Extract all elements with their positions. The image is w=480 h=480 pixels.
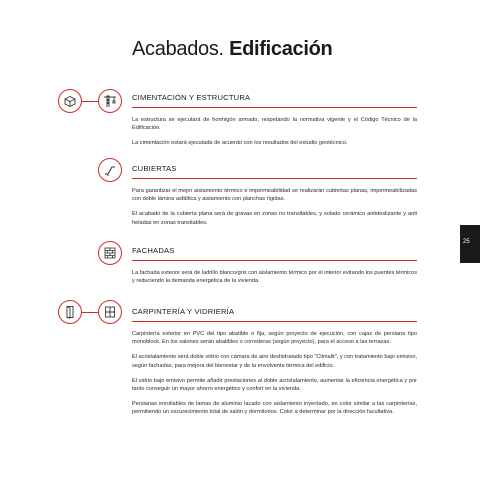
divider [132, 321, 417, 322]
icon-connector [82, 101, 98, 102]
paragraph: Para garantizar el mejor aislamiento térmico e impermeabilidad se realizarán cubiertas planas, impermeabilizadas con doble lámina asfáltica y aislamiento con planchas rígidas. [132, 188, 417, 203]
section-cimentacion [132, 93, 417, 155]
roof-icon [98, 158, 122, 182]
section-cubiertas [132, 164, 417, 234]
page-number: 25 [463, 239, 470, 245]
section-heading: CARPINTERÍA Y VIDRIERÍA [132, 307, 235, 316]
brick-wall-icon [98, 241, 122, 265]
paragraph: La cimentación estará ejecutada de acuerdo con los resultados del estudio geotécnico. [132, 140, 348, 147]
section-heading: CUBIERTAS [132, 164, 177, 173]
paragraph: La fachada exterior será de ladrillo blanco/gris con aislamiento térmico por el interior evitando los puentes térmicos y reduciendo la demanda energética de la vivienda. [132, 270, 417, 285]
paragraph: El acabado de la cubierta plana será de gravas en zonas no transitables, y solado cerámico antideslizante y anti heladas en zonas transitables. [132, 211, 417, 226]
divider [132, 178, 417, 179]
divider [132, 107, 417, 108]
page-title [132, 38, 332, 61]
title-bold: Edificación [229, 38, 333, 60]
section-carpinteria [132, 307, 417, 424]
paragraph: Persianas enrollables de lamas de aluminio lacado con aislamiento inyectado, en color similar a las carpinterías, permitiendo un oscurecimiento total de salón y dormitorios. Color a determinar por la dirección facultativa. [132, 401, 417, 416]
divider [132, 260, 417, 261]
paragraph: El vidrio bajo emisivo permite añadir prestaciones al doble acristalamiento, aumentar la eficiencia energética y por tanto conseguir un mayor ahorro energético y confort en la vivienda. [132, 377, 417, 393]
door-icon [58, 300, 82, 324]
crane-icon [98, 89, 122, 113]
page-number-tab [460, 225, 480, 263]
paragraph: El acristalamiento será doble vidrio con cámara de aire deshidratado tipo "Climalit", y con tratamiento bajo emisivo, según fachadas, para mejora del bienestar y de la envolvente térmica del edificio. [132, 354, 417, 369]
section-fachadas [132, 246, 417, 292]
title-regular: Acabados. [132, 38, 230, 60]
window-icon [98, 300, 122, 324]
section-heading: CIMENTACIÓN Y ESTRUCTURA [132, 93, 251, 102]
paragraph: Carpintería exterior en PVC del tipo abatible o fija, según proyecto de ejecución, con cajas de persiana tipo monoblock. En los salones serán abatibles o correderas (según proyecto), para el acceso a las terrazas. [132, 331, 417, 346]
section-heading: FACHADAS [132, 246, 175, 255]
paragraph: La estructura se ejecutará de hormigón armado, respetando la normativa vigente y el Código Técnico de la Edificación. [132, 117, 417, 132]
icon-connector [82, 312, 98, 313]
foundation-cube-icon [58, 89, 82, 113]
